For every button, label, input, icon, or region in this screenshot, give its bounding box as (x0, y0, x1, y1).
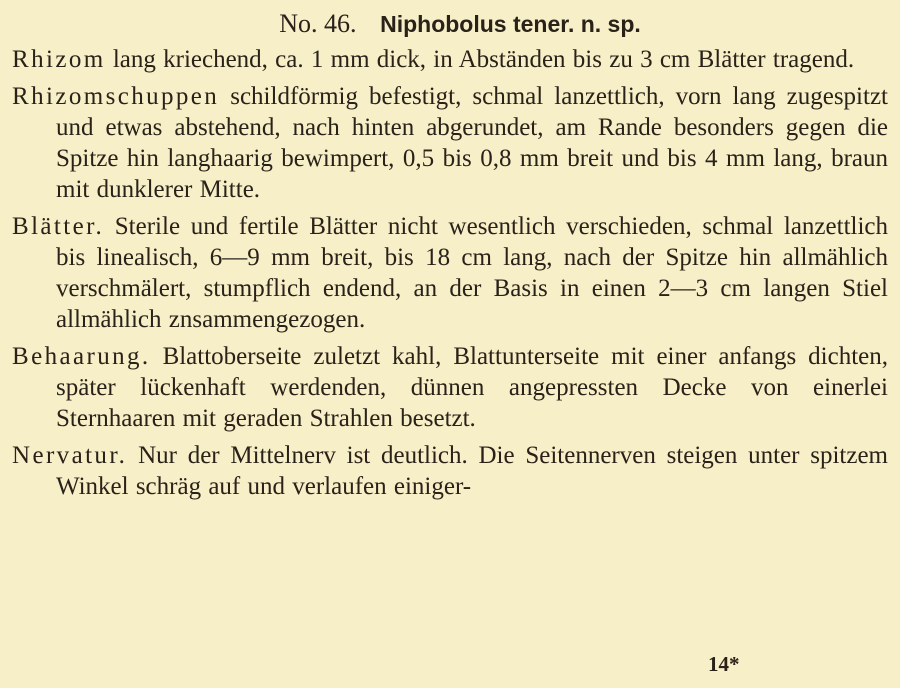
page-folio: 14* (708, 652, 740, 676)
term-behaarung: Behaarung. (12, 343, 151, 370)
text-rhizom: lang kriechend, ca. 1 mm dick, in Abständen bis zu 3 cm Blätter tragend. (112, 46, 855, 73)
paragraph-rhizomschuppen (12, 81, 888, 205)
term-rhizomschuppen: Rhizomschuppen (12, 83, 220, 110)
text-rhizomschuppen: schildförmig befestigt, schmal lanzettlich, vorn lang zugespitzt und etwas abstehend, nach hinten abgerundet, am Rande besonders gegen die Spitze hin langhaarig bewimpert, 0,5 bis 0,8 mm breit und bis 4 mm lang, braun mit dunklerer Mitte. (56, 83, 888, 203)
paragraph-rhizom (12, 44, 888, 75)
paragraph-nervatur (12, 440, 888, 502)
term-nervatur: Nervatur. (12, 442, 128, 469)
term-blaetter: Blätter. (12, 213, 105, 240)
paragraph-blaetter (12, 211, 888, 335)
species-heading (12, 6, 888, 42)
text-blaetter: Sterile und fertile Blätter nicht wesentlich verschieden, schmal lanzettlich bis linealisch, 6—9 mm breit, bis 18 cm lang, nach der Spitze hin allmählich verschmälert, stumpflich endend, an der Basis in einen 2—3 cm langen Stiel allmählich znsammengezogen. (56, 213, 889, 333)
text-behaarung: Blattoberseite zuletzt kahl, Blattunterseite mit einer anfangs dichten, später lückenhaft werdenden, dünnen angepressten Decke von einerlei Sternhaaren mit geraden Strahlen besetzt. (56, 343, 889, 432)
species-name: Niphobolus tener. n. sp. (380, 11, 641, 37)
paragraph-behaarung (12, 341, 888, 434)
term-rhizom: Rhizom (12, 46, 106, 73)
text-nervatur: Nur der Mittelnerv ist deutlich. Die Seitennerven steigen unter spitzem Winkel schräg auf und verlaufen einiger- (56, 442, 889, 500)
species-number: No. 46. (279, 9, 357, 38)
